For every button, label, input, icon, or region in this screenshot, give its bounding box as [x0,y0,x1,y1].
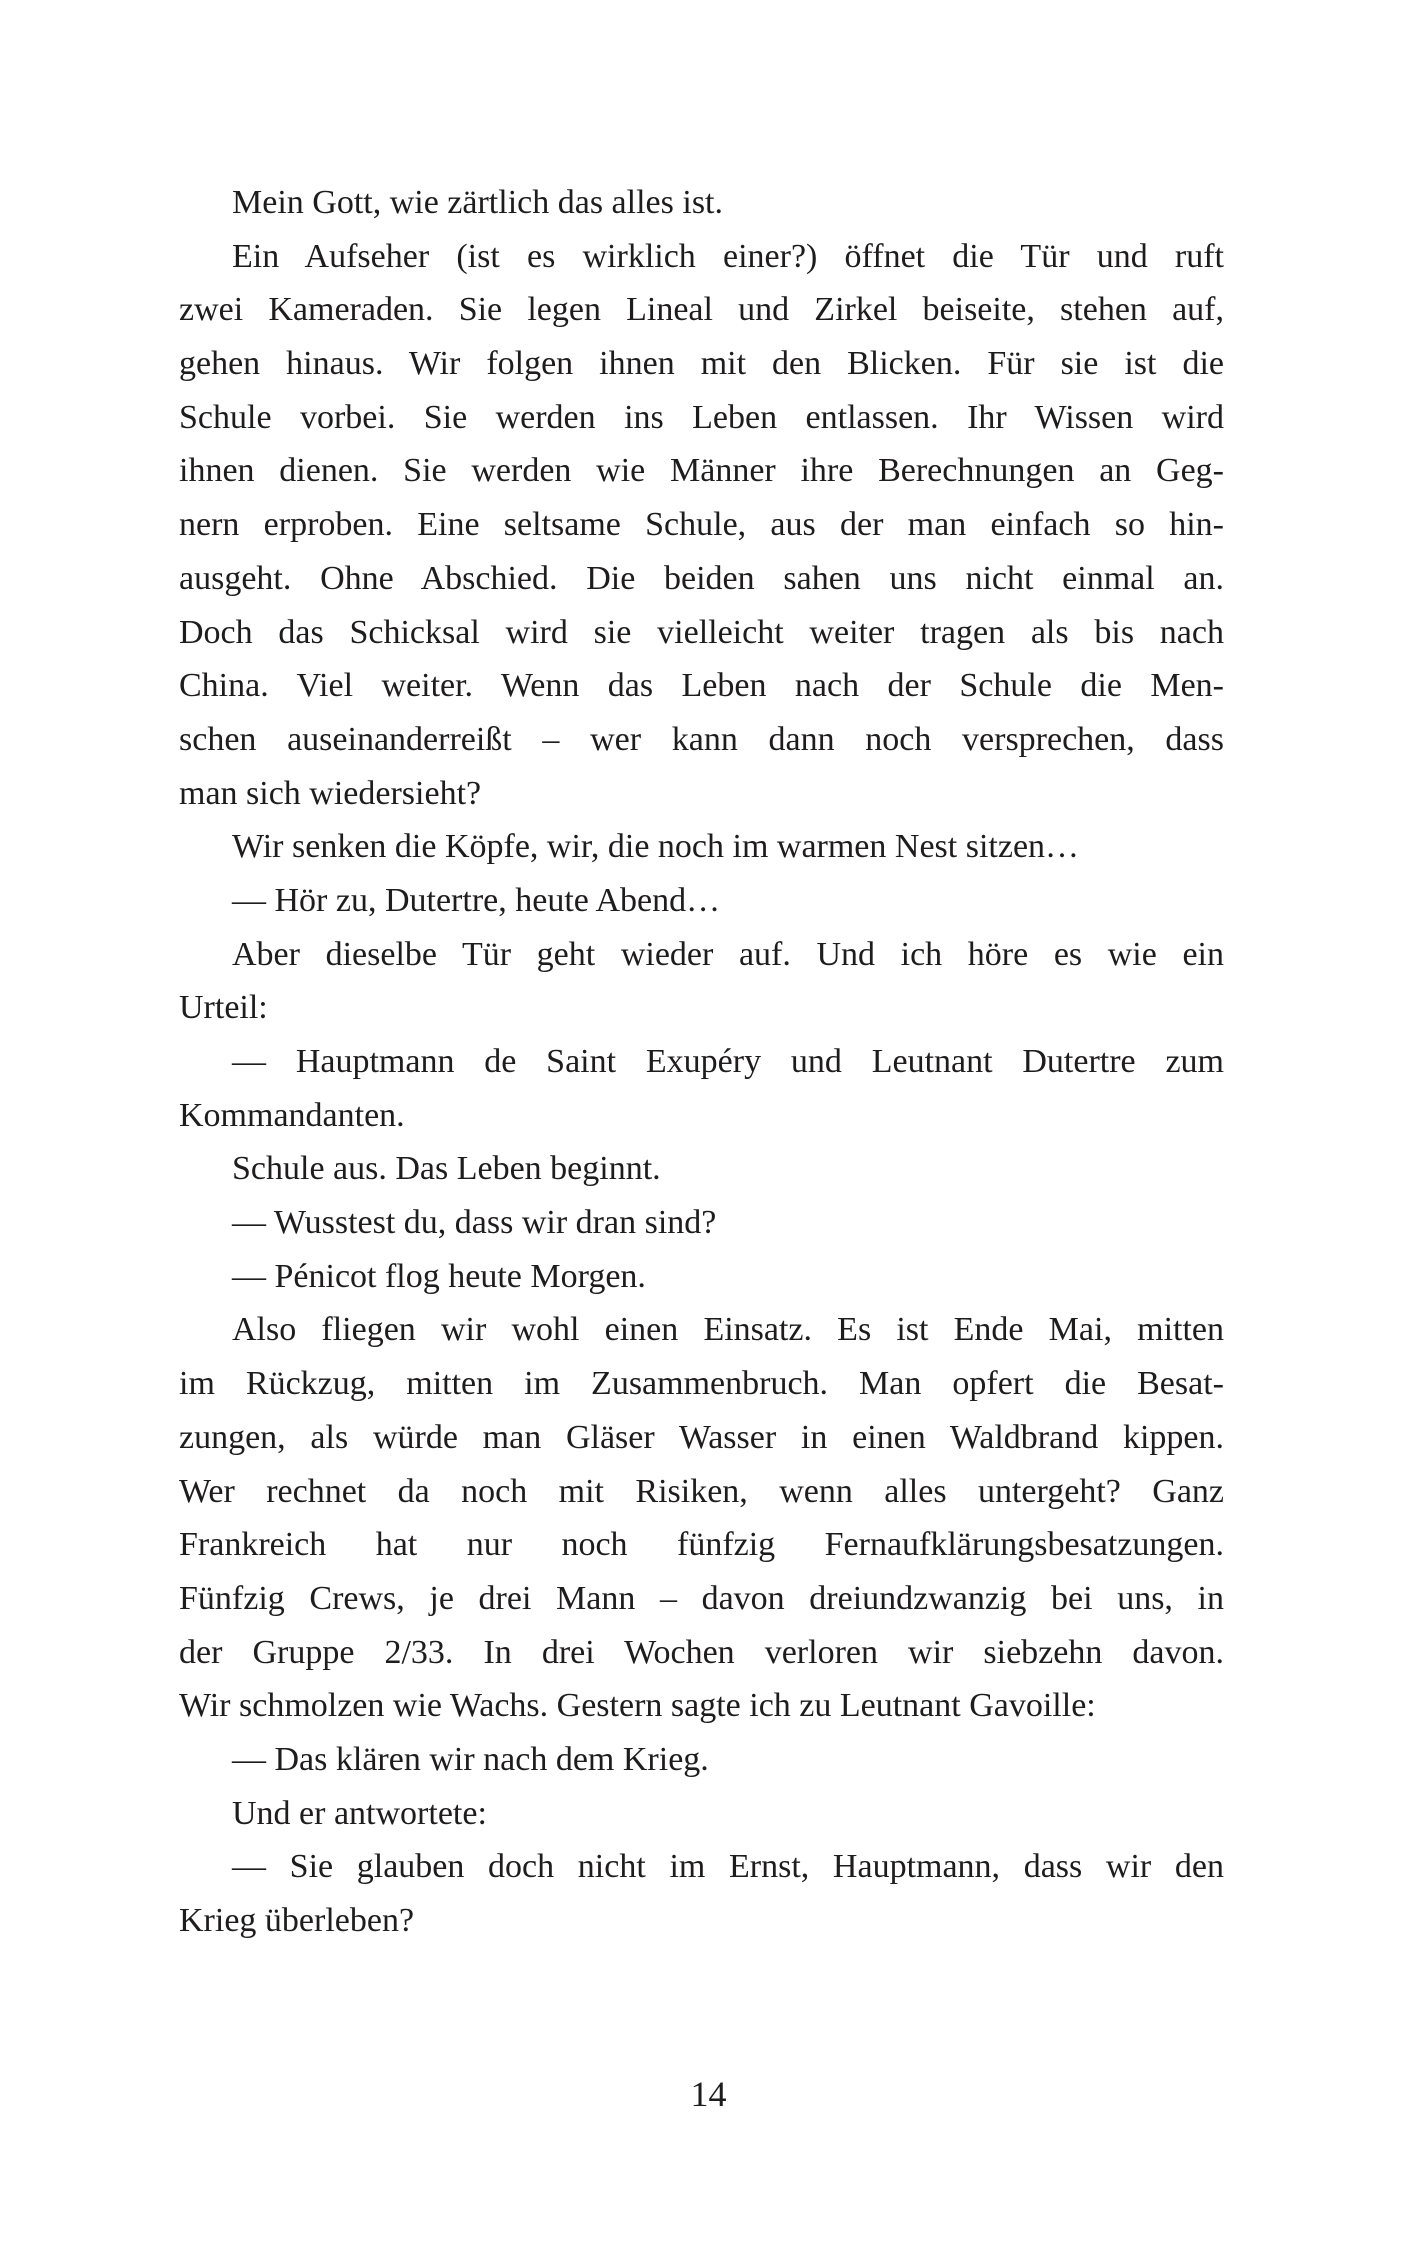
text-line: nern erproben. Eine seltsame Schule, aus der man einfach so hin- [179,506,1224,544]
paragraph [179,1303,1224,1733]
text-line: Doch das Schicksal wird sie vielleicht weiter tragen als bis nach [179,613,1224,651]
paragraph [179,1035,1224,1142]
paragraph [179,1142,1224,1196]
text-line: Aber dieselbe Tür geht wieder auf. Und ich höre es wie ein [232,935,1224,973]
text-line: — Wusstest du, dass wir dran sind? [232,1204,717,1242]
text-line: Krieg überleben? [179,1902,415,1939]
text-line: zwei Kameraden. Sie legen Lineal und Zirkel beiseite, stehen auf, [179,291,1224,329]
body-text [179,176,1224,1948]
paragraph [179,1840,1224,1947]
page-number: 14 [690,2074,727,2114]
text-line: China. Viel weiter. Wenn das Leben nach der Schule die Men- [179,667,1224,705]
text-line: im Rückzug, mitten im Zusammenbruch. Man opfert die Besat- [179,1365,1224,1403]
text-line: Mein Gott, wie zärtlich das alles ist. [232,184,723,221]
text-line: Ein Aufseher (ist es wirklich einer?) öffnet die Tür und ruft [232,237,1224,275]
text-line: Wir senken die Köpfe, wir, die noch im warmen Nest sitzen… [232,828,1080,866]
text-line: — Pénicot flog heute Morgen. [232,1257,646,1295]
text-line: zungen, als würde man Gläser Wasser in einen Waldbrand kippen. [179,1418,1224,1456]
text-line: Wir schmolzen wie Wachs. Gestern sagte ich zu Leutnant Gavoille: [179,1687,1096,1725]
paragraph [179,230,1224,821]
paragraph [179,874,1224,928]
text-line: schen auseinanderreißt – wer kann dann noch versprechen, dass [179,720,1224,758]
paragraph [179,1787,1224,1841]
text-line: Frankreich hat nur noch fünfzig Fernaufklärungsbesatzungen. [179,1526,1224,1564]
text-line: — Hör zu, Dutertre, heute Abend… [232,881,721,919]
text-line: — Sie glauben doch nicht im Ernst, Hauptmann, dass wir den [232,1848,1224,1886]
paragraph [179,176,1224,230]
text-line: — Das klären wir nach dem Krieg. [232,1740,709,1778]
text-line: Und er antwortete: [232,1794,487,1832]
text-line: Schule vorbei. Sie werden ins Leben entlassen. Ihr Wissen wird [179,398,1224,436]
paragraph [179,928,1224,1035]
text-line: Wer rechnet da noch mit Risiken, wenn alles untergeht? Ganz [179,1472,1224,1510]
text-line: der Gruppe 2/33. In drei Wochen verloren wir siebzehn davon. [179,1633,1224,1671]
paragraph [179,1250,1224,1304]
text-line: ihnen dienen. Sie werden wie Männer ihre Berechnungen an Geg- [179,452,1224,490]
text-line: Kommandanten. [179,1096,405,1134]
text-line: Urteil: [179,989,268,1027]
text-line: gehen hinaus. Wir folgen ihnen mit den Blicken. Für sie ist die [179,345,1224,383]
text-line: Schule aus. Das Leben beginnt. [232,1150,661,1188]
paragraph [179,820,1224,874]
text-line: — Hauptmann de Saint Exupéry und Leutnant Dutertre zum [232,1043,1224,1080]
text-line: man sich wiedersieht? [179,774,482,812]
text-line: Also fliegen wir wohl einen Einsatz. Es ist Ende Mai, mitten [232,1311,1224,1349]
text-line: ausgeht. Ohne Abschied. Die beiden sahen uns nicht einmal an. [179,559,1224,597]
paragraph [179,1733,1224,1787]
paragraph [179,1196,1224,1250]
text-line: Fünfzig Crews, je drei Mann – davon dreiundzwanzig bei uns, in [179,1579,1224,1617]
